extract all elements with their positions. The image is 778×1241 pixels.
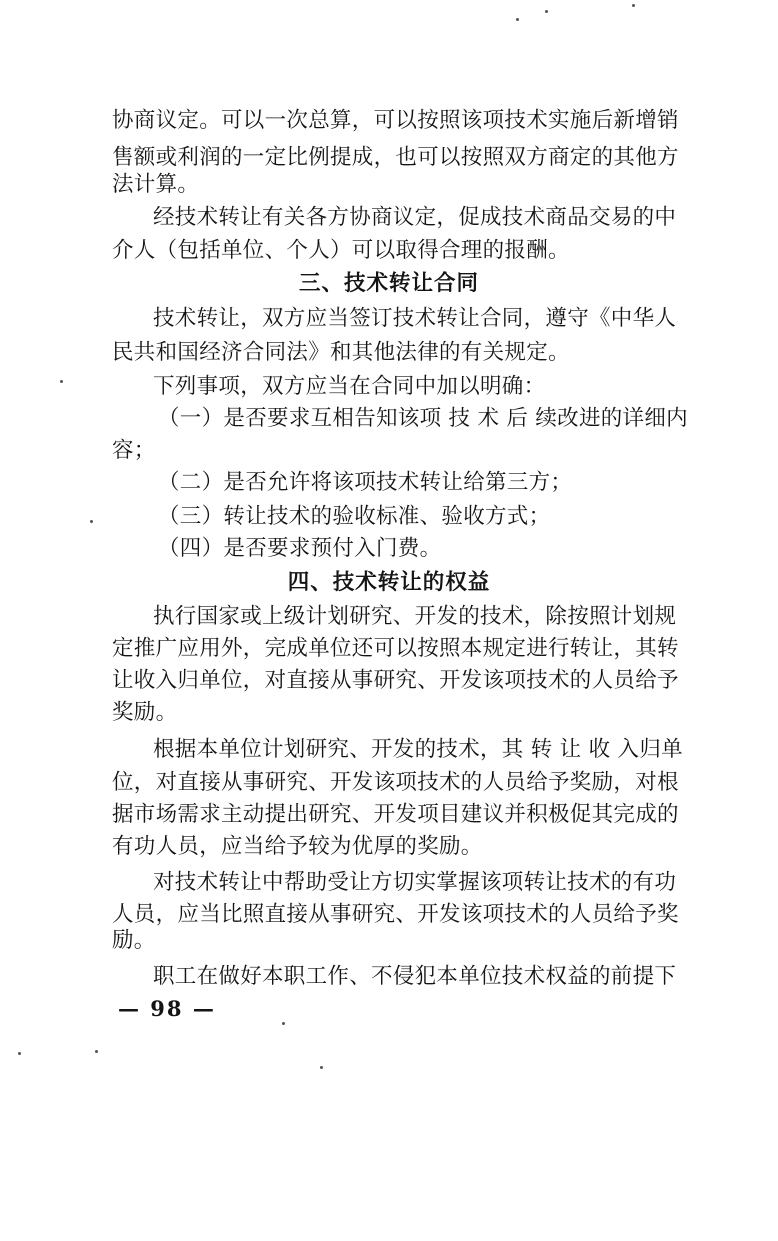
paragraph-7-line: 励。 [112,928,156,953]
paragraph-7-line: 人员，应当比照直接从事研究、开发该项技术的人员给予奖 [112,902,679,927]
scan-speck [18,1052,21,1055]
scan-speck [95,1050,98,1053]
paragraph-5-line: 定推广应用外，完成单位还可以按照本规定进行转让，其转 [112,636,679,661]
paragraph-8-line: 职工在做好本职工作、不侵犯本单位技术权益的前提下 [153,964,677,989]
scan-speck [545,10,548,13]
list-item: （一）是否要求互相告知该项 技 术 后 续改进的详细内 [158,406,688,431]
paragraph-1-line: 售额或利润的一定比例提成，也可以按照双方商定的其他方 [112,145,679,170]
scan-speck [516,18,519,21]
paragraph-5-line: 让收入归单位，对直接从事研究、开发该项技术的人员给予 [112,668,679,693]
paragraph-6-line: 有功人员，应当给予较为优厚的奖励。 [112,834,483,859]
paragraph-3-line: 民共和国经济合同法》和其他法律的有关规定。 [112,340,570,365]
scan-speck [632,4,635,7]
section-heading-3: 三、技术转让合同 [298,271,479,296]
paragraph-1-line: 法计算。 [112,172,200,197]
paragraph-4-line: 下列事项，双方应当在合同中加以明确： [153,374,546,399]
paragraph-7-line: 对技术转让中帮助受让方切实掌握该项转让技术的有功 [153,870,677,895]
paragraph-5-line: 执行国家或上级计划研究、开发的技术，除按照计划规 [153,604,677,629]
paragraph-2-line: 经技术转让有关各方协商议定，促成技术商品交易的中 [153,205,677,230]
scan-speck [282,1022,285,1025]
list-item-continuation: 容； [112,438,156,463]
page-number: — 98 — [118,996,216,1021]
paragraph-3-line: 技术转让，双方应当签订技术转让合同，遵守《中华人 [153,306,677,331]
paragraph-6-line: 根据本单位计划研究、开发的技术，其 转 让 收 入归单 [153,737,683,762]
list-item: （三）转让技术的验收标准、验收方式； [158,504,551,529]
section-heading-4: 四、技术转让的权益 [287,570,491,595]
paragraph-6-line: 据市场需求主动提出研究、开发项目建议并积极促其完成的 [112,802,679,827]
paragraph-1-line: 协商议定。可以一次总算，可以按照该项技术实施后新增销 [112,108,679,133]
paragraph-6-line: 位，对直接从事研究、开发该项技术的人员给予奖励，对根 [112,770,679,795]
list-item: （二）是否允许将该项技术转让给第三方； [158,470,573,495]
paragraph-2-line: 介人（包括单位、个人）可以取得合理的报酬。 [112,238,570,263]
scan-speck [320,1066,323,1069]
list-item: （四）是否要求预付入门费。 [158,536,442,561]
paragraph-5-line: 奖励。 [112,700,178,725]
